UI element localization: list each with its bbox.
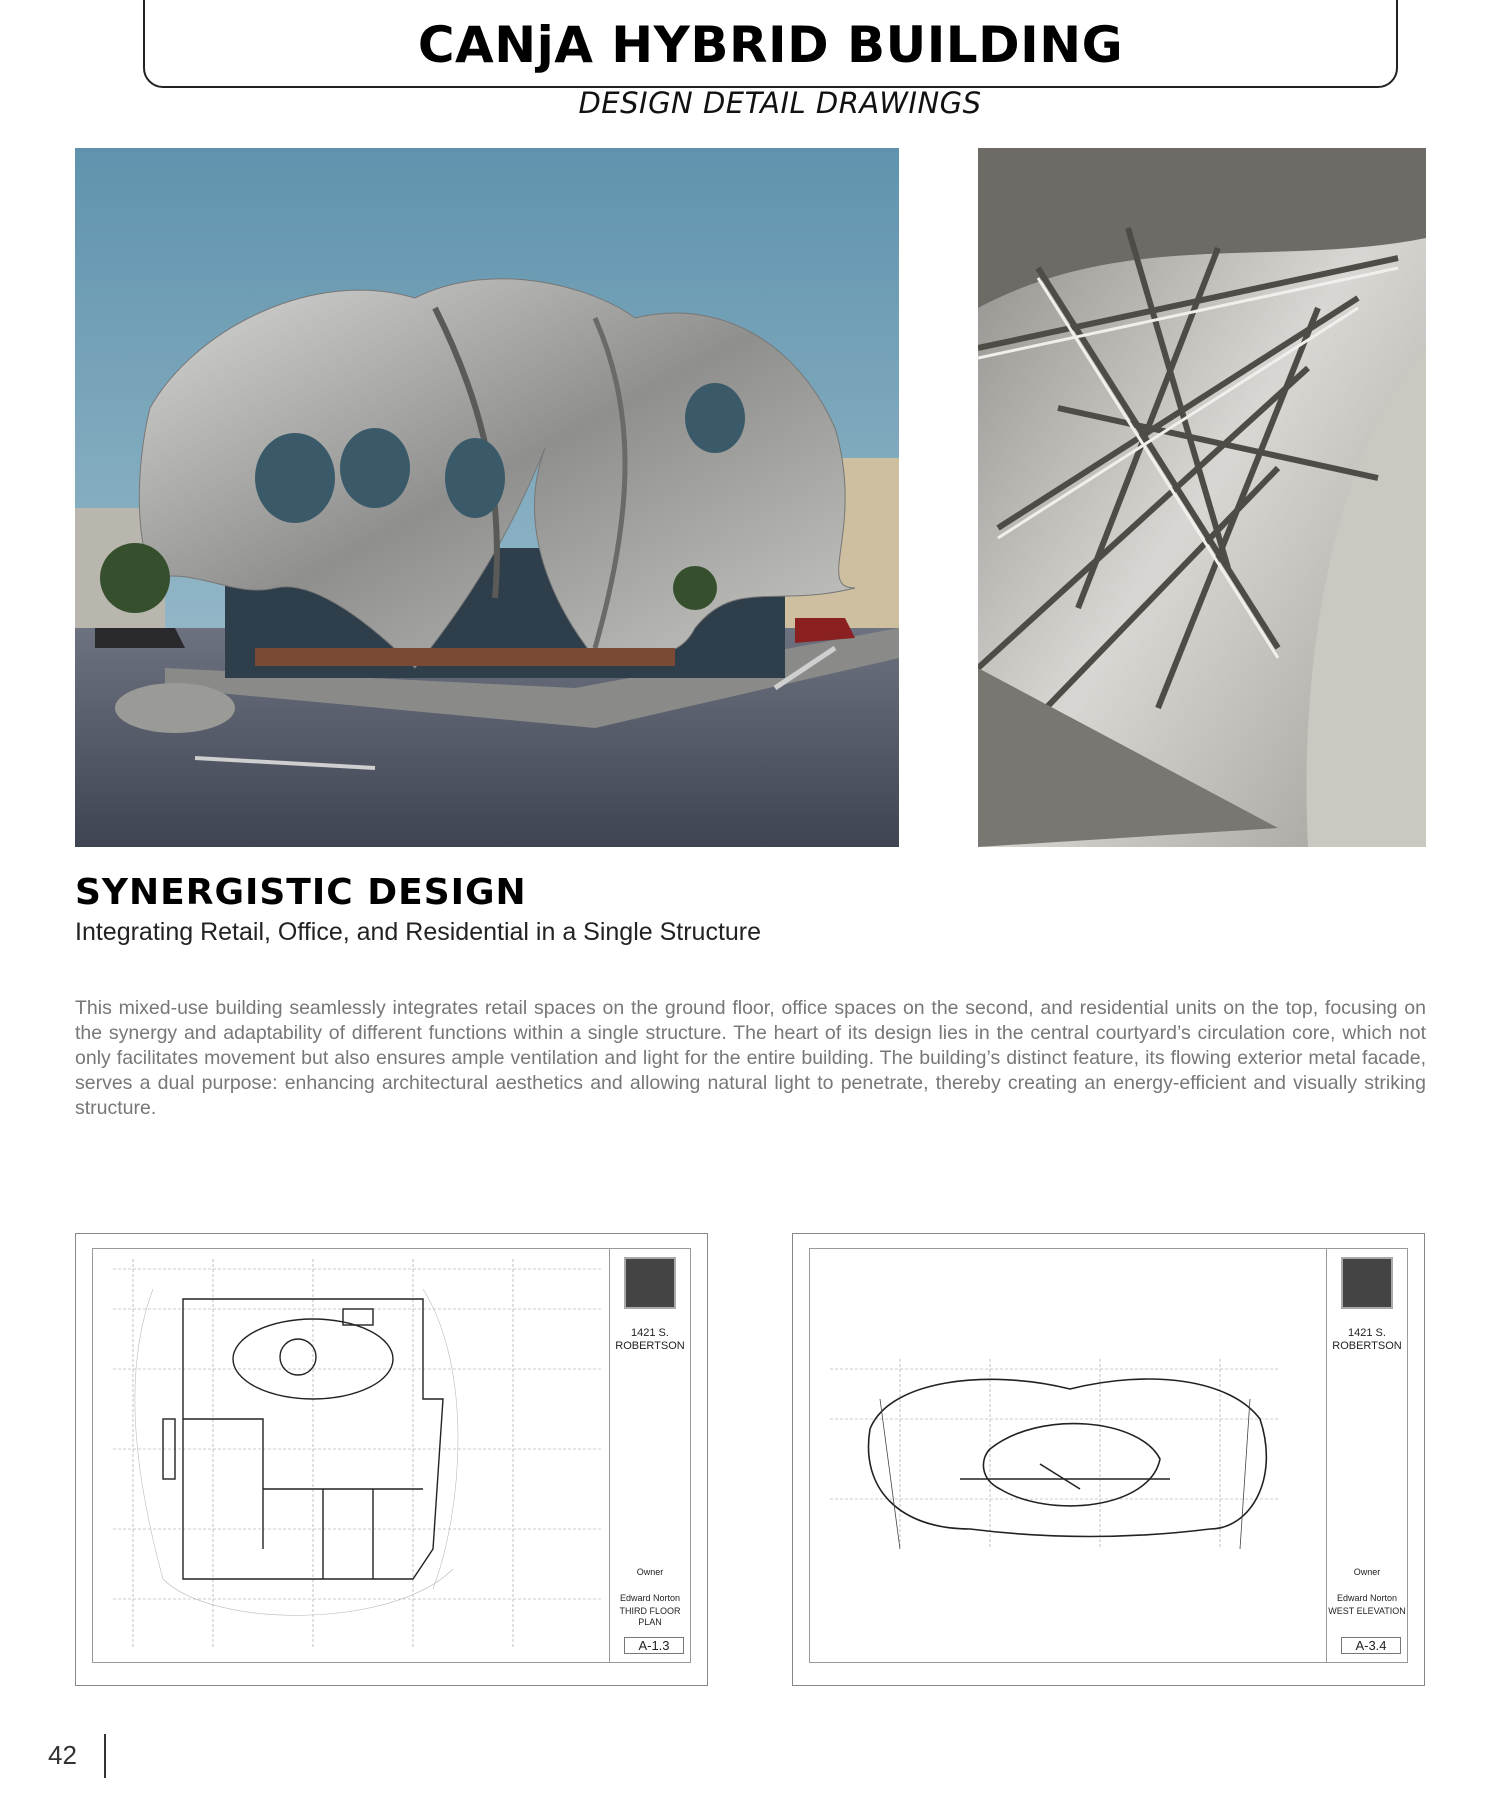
- page-number: 42: [48, 1740, 77, 1770]
- west-elevation-drawing: [792, 1233, 1425, 1686]
- section-subheading: Integrating Retail, Office, and Residential in a Single Structure: [75, 918, 762, 946]
- elevation-linework: [810, 1249, 1330, 1664]
- project-address: 1421 S. ROBERTSON: [1332, 1327, 1402, 1352]
- project-address: 1421 S. ROBERTSON: [615, 1327, 685, 1352]
- page-number-divider: [104, 1734, 106, 1778]
- sheet-title-block: [1326, 1249, 1407, 1662]
- owner-name: Edward Norton: [619, 1593, 681, 1603]
- sheet-name: WEST ELEVATION: [1328, 1606, 1406, 1616]
- page-subtitle: DESIGN DETAIL DRAWINGS: [578, 86, 982, 120]
- drawing-frame: [92, 1248, 691, 1663]
- firm-logo: [624, 1257, 676, 1309]
- sheet-number: A-3.4: [1341, 1637, 1401, 1654]
- owner-name: Edward Norton: [1336, 1593, 1398, 1603]
- section-heading: SYNERGISTIC DESIGN: [75, 872, 527, 913]
- firm-logo: [1341, 1257, 1393, 1309]
- page-title: CANjA HYBRID BUILDING: [417, 16, 1124, 74]
- drawing-frame: [809, 1248, 1408, 1663]
- owner-label: Owner: [636, 1567, 664, 1577]
- exterior-rendering-image: [75, 148, 899, 847]
- sheet-name: THIRD FLOOR PLAN: [619, 1606, 681, 1627]
- interior-courtyard-rendering-image: [978, 148, 1426, 847]
- third-floor-plan-drawing: [75, 1233, 708, 1686]
- sheet-number: A-1.3: [624, 1637, 684, 1654]
- floor-plan-linework: [93, 1249, 613, 1664]
- section-body-text: This mixed-use building seamlessly integrates retail spaces on the ground floor, office spaces on the second, and residential units on the top, focusing on the synergy and adaptability of different functions within a single structure. The heart of its design lies in the central courtyard’s circulation core, which not only facilitates movement but also ensures ample ventilation and light for the entire building. The building’s distinct feature, its flowing exterior metal facade, serves a dual purpose: enhancing architectural aesthetics and allowing natural light to penetrate, thereby creating an energy-efficient and visually striking structure.: [75, 997, 1426, 1119]
- sheet-title-block: [609, 1249, 690, 1662]
- title-box: [143, 0, 1398, 88]
- owner-label: Owner: [1353, 1567, 1381, 1577]
